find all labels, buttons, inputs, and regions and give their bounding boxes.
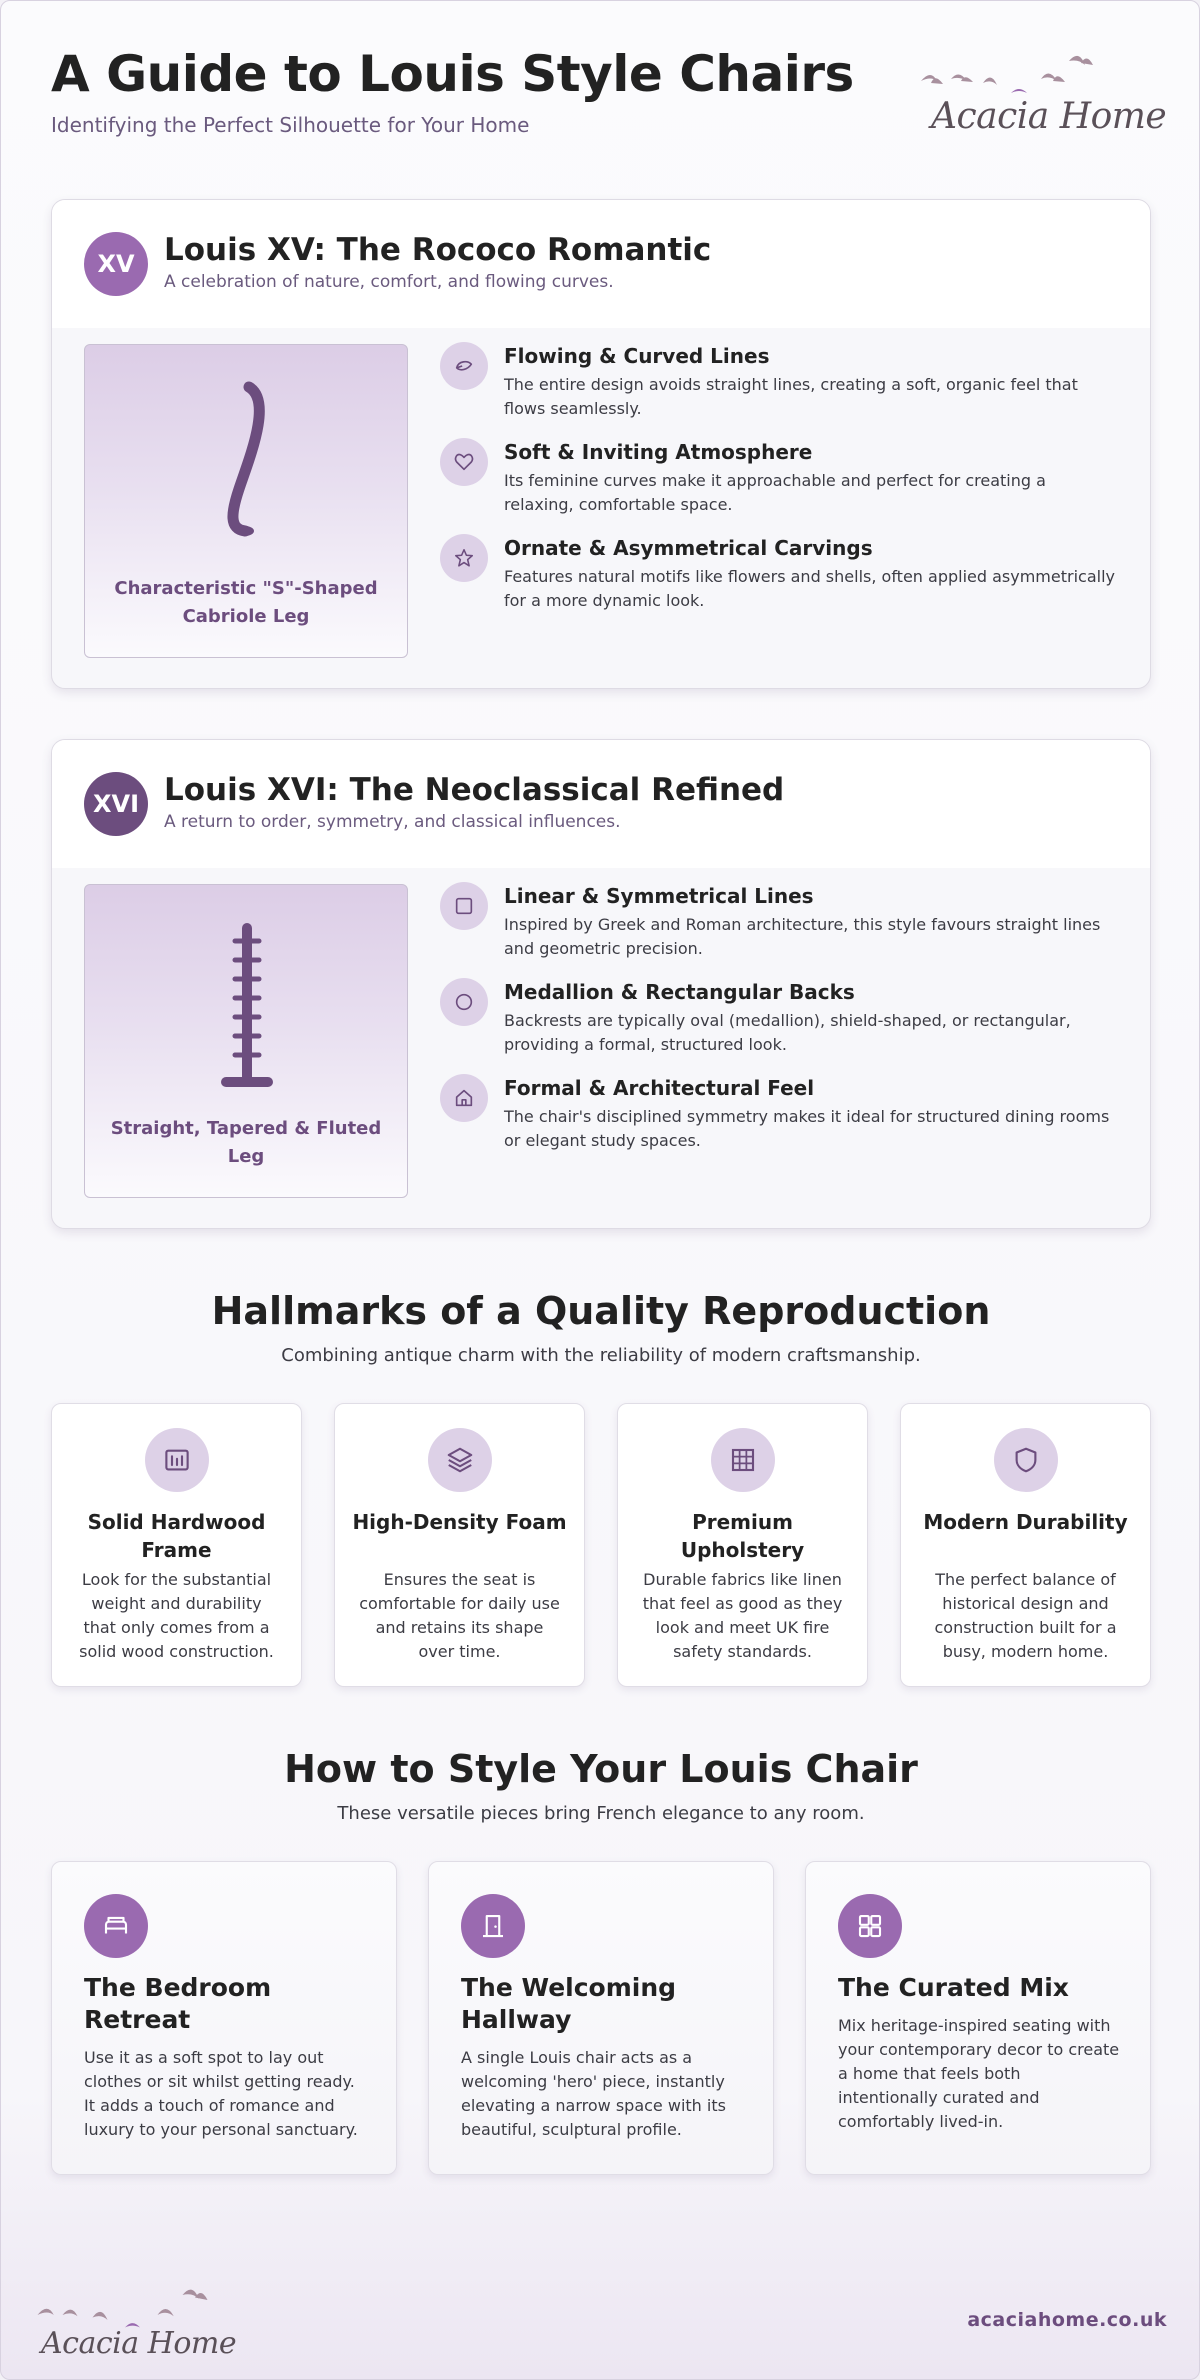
hallmark-text: Look for the substantial weight and durability that only comes from a solid wood construction. bbox=[79, 1570, 274, 1661]
hallmarks-heading bbox=[51, 1289, 1151, 1366]
leg-caption: Characteristic "S"-Shaped Cabriole Leg bbox=[114, 578, 378, 627]
hallmark-card bbox=[334, 1403, 585, 1687]
home-icon bbox=[440, 1074, 488, 1122]
style-card-louis-xv bbox=[51, 199, 1151, 689]
tip-title: The Curated Mix bbox=[838, 1973, 1069, 2002]
page-footer bbox=[1, 2271, 1200, 2380]
section-title: How to Style Your Louis Chair bbox=[284, 1747, 918, 1791]
leg-caption: Straight, Tapered & Fluted Leg bbox=[110, 1118, 382, 1167]
heart-icon bbox=[440, 438, 488, 486]
page-title: A Guide to Louis Style Chairs bbox=[51, 45, 854, 103]
circle-icon bbox=[440, 978, 488, 1026]
tip-text: A single Louis chair acts as a welcoming 'hero' piece, instantly elevating a narrow space with its beautiful, sculptural profile. bbox=[461, 2048, 726, 2139]
style-badge: XV bbox=[84, 232, 148, 296]
tip-text: Use it as a soft spot to lay out clothes or sit whilst getting ready. It adds a touch of romance and luxury to your personal sanctuary. bbox=[84, 2048, 358, 2139]
feature-text: The entire design avoids straight lines, creating a soft, organic feel that flows seamlessly. bbox=[504, 375, 1078, 418]
layers-icon bbox=[428, 1428, 492, 1492]
website-link[interactable]: acaciahome.co.uk bbox=[967, 2309, 1167, 2331]
logo-wordmark: Acacia Home bbox=[41, 2326, 237, 2361]
style-card-header bbox=[52, 200, 1150, 328]
feature-title: Linear & Symmetrical Lines bbox=[504, 884, 814, 908]
feature-title: Soft & Inviting Atmosphere bbox=[504, 440, 813, 464]
section-subtitle: Combining antique charm with the reliability of modern craftsmanship. bbox=[281, 1345, 921, 1366]
logo-wordmark: Acacia Home bbox=[931, 96, 1167, 137]
fluted-leg-icon bbox=[197, 919, 297, 1099]
feature-title: Ornate & Asymmetrical Carvings bbox=[504, 536, 873, 560]
shield-icon bbox=[994, 1428, 1058, 1492]
hallmark-text: Durable fabrics like linen that feel as good as they look and meet UK fire safety standards. bbox=[642, 1570, 843, 1661]
wood-grain-icon bbox=[145, 1428, 209, 1492]
feature-item bbox=[440, 438, 1120, 534]
door-icon bbox=[461, 1894, 525, 1958]
feature-item bbox=[440, 882, 1120, 978]
style-title: Louis XVI: The Neoclassical Refined bbox=[164, 772, 785, 808]
styling-tips-grid bbox=[51, 1861, 1151, 2175]
feature-title: Medallion & Rectangular Backs bbox=[504, 980, 855, 1004]
leg-illustration bbox=[84, 344, 408, 658]
hallmark-text: The perfect balance of historical design and construction built for a busy, modern home. bbox=[934, 1570, 1117, 1661]
style-title: Louis XV: The Rococo Romantic bbox=[164, 232, 712, 268]
hallmark-text: Ensures the seat is comfortable for daily use and retains its shape over time. bbox=[359, 1570, 560, 1661]
square-icon bbox=[440, 882, 488, 930]
style-card-louis-xvi bbox=[51, 739, 1151, 1229]
leaf-icon bbox=[440, 342, 488, 390]
feature-text: Its feminine curves make it approachable and perfect for creating a relaxing, comfortable space. bbox=[504, 471, 1046, 514]
feature-item bbox=[440, 342, 1120, 438]
feature-text: Backrests are typically oval (medallion), shield-shaped, or rectangular, providing a formal, structured look. bbox=[504, 1011, 1071, 1054]
styling-tip-card bbox=[805, 1861, 1151, 2175]
footer-logo[interactable] bbox=[35, 2285, 237, 2365]
leg-illustration bbox=[84, 884, 408, 1198]
bed-icon bbox=[84, 1894, 148, 1958]
styling-heading bbox=[51, 1747, 1151, 1824]
hallmark-card bbox=[51, 1403, 302, 1687]
star-icon bbox=[440, 534, 488, 582]
section-subtitle: These versatile pieces bring French elegance to any room. bbox=[337, 1803, 865, 1824]
hallmark-card bbox=[617, 1403, 868, 1687]
tip-title: The Bedroom Retreat bbox=[84, 1973, 272, 2034]
style-badge: XVI bbox=[84, 772, 148, 836]
tip-title: The Welcoming Hallway bbox=[461, 1973, 677, 2034]
tip-text: Mix heritage-inspired seating with your contemporary decor to create a home that feels both intentionally curated and comfortably lived-in. bbox=[838, 2016, 1120, 2131]
feature-item bbox=[440, 534, 1120, 630]
styling-tip-card bbox=[428, 1861, 774, 2175]
grid-icon bbox=[838, 1894, 902, 1958]
styling-tip-card bbox=[51, 1861, 397, 2175]
style-subtitle: A return to order, symmetry, and classical influences. bbox=[164, 812, 621, 832]
birds-logo-icon bbox=[921, 51, 1151, 101]
hallmarks-grid bbox=[51, 1403, 1151, 1687]
style-card-header bbox=[52, 740, 1150, 868]
feature-text: Features natural motifs like flowers and shells, often applied asymmetrically for a more dynamic look. bbox=[504, 567, 1115, 610]
feature-text: The chair's disciplined symmetry makes it ideal for structured dining rooms or elegant study spaces. bbox=[504, 1107, 1110, 1150]
page-header bbox=[51, 45, 1167, 145]
feature-list bbox=[440, 882, 1120, 1170]
fabric-grid-icon bbox=[711, 1428, 775, 1492]
page-subtitle: Identifying the Perfect Silhouette for Your Home bbox=[51, 113, 530, 137]
feature-title: Flowing & Curved Lines bbox=[504, 344, 770, 368]
hallmark-card bbox=[900, 1403, 1151, 1687]
hallmark-title: Premium Upholstery bbox=[680, 1510, 805, 1562]
style-subtitle: A celebration of nature, comfort, and flowing curves. bbox=[164, 272, 614, 292]
section-title: Hallmarks of a Quality Reproduction bbox=[211, 1289, 991, 1333]
hallmark-title: Solid Hardwood Frame bbox=[87, 1510, 266, 1562]
cabriole-leg-icon bbox=[197, 379, 297, 559]
brand-logo[interactable] bbox=[921, 51, 1167, 141]
feature-item bbox=[440, 978, 1120, 1074]
hallmark-title: High-Density Foam bbox=[352, 1510, 567, 1534]
feature-title: Formal & Architectural Feel bbox=[504, 1076, 815, 1100]
hallmark-title: Modern Durability bbox=[923, 1510, 1128, 1534]
feature-text: Inspired by Greek and Roman architecture, this style favours straight lines and geometric precision. bbox=[504, 915, 1101, 958]
feature-list bbox=[440, 342, 1120, 630]
feature-item bbox=[440, 1074, 1120, 1170]
